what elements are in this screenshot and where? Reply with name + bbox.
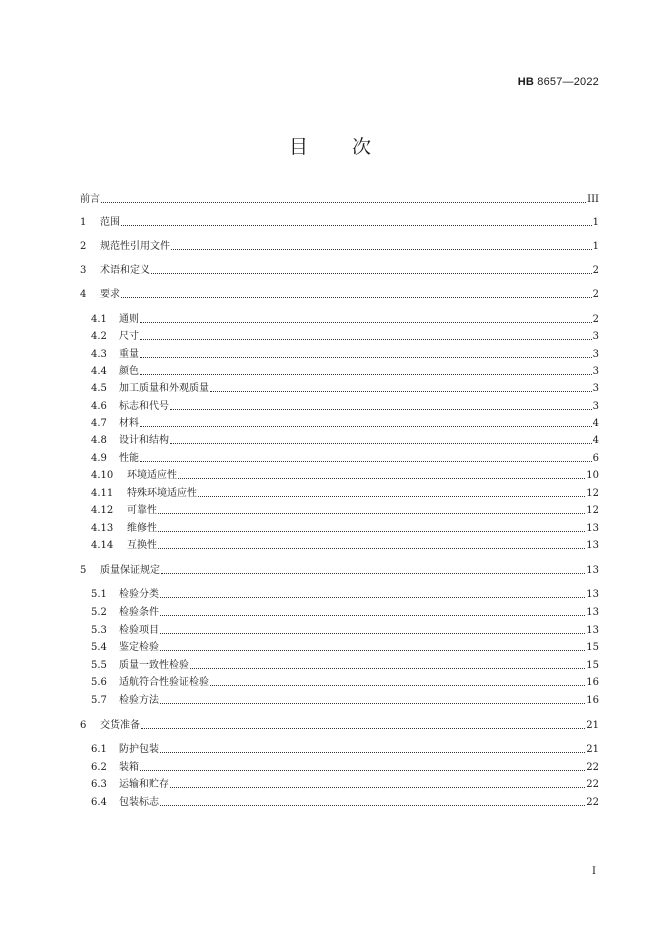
toc-leader-dots [140, 461, 592, 462]
toc-entry-number: 4.7 [91, 418, 107, 429]
toc-entry[interactable] [80, 561, 599, 577]
toc-entry-page: 4 [592, 435, 599, 446]
toc-entry-label: 质量保证规定 [100, 565, 160, 576]
toc-entry[interactable] [80, 261, 599, 277]
toc-entry-number: 4.14 [91, 540, 114, 551]
toc-entry-number: 6.3 [91, 779, 107, 790]
toc-entry-label: 适航符合性验证检验 [119, 677, 209, 688]
toc-entry[interactable] [91, 536, 599, 552]
toc-entry-page: 3 [592, 401, 599, 412]
toc-leader-dots [161, 573, 585, 574]
toc-entry-page: 3 [592, 349, 599, 360]
toc-entry-label: 鉴定检验 [119, 642, 159, 653]
toc-entry-page: 13 [586, 625, 599, 636]
toc-leader-dots [140, 339, 592, 340]
toc-entry-number: 1 [80, 217, 87, 228]
toc-entry-number: 6.4 [91, 797, 107, 808]
toc-leader-dots [158, 531, 585, 532]
toc-entry-label: 检验项目 [119, 625, 159, 636]
toc-leader-dots [190, 668, 585, 669]
toc-leader-dots [140, 426, 592, 427]
toc-entry-page: 3 [592, 366, 599, 377]
toc-leader-dots [121, 297, 592, 298]
toc-leader-dots [170, 409, 592, 410]
toc-entry-number: 4.6 [91, 401, 107, 412]
toc-entry-page: 6 [592, 453, 599, 464]
toc-entry[interactable] [91, 362, 599, 378]
toc-entry-number: 4.3 [91, 349, 107, 360]
toc-entry-page: 13 [586, 565, 599, 576]
toc-entry[interactable] [91, 758, 599, 774]
toc-entry-page: 13 [586, 589, 599, 600]
toc-entry-label: 材料 [119, 418, 139, 429]
toc-entry-number: 5.6 [91, 677, 107, 688]
toc-entry-number: 4.4 [91, 366, 107, 377]
toc-entry[interactable] [91, 466, 599, 482]
toc-entry-label: 维修性 [127, 523, 157, 534]
toc-entry-number: 5.5 [91, 660, 107, 671]
toc-leader-dots [158, 548, 585, 549]
toc-entry-page: 16 [586, 695, 599, 706]
toc-entry-page: 22 [586, 797, 599, 808]
toc-entry-label: 防护包装 [119, 744, 159, 755]
toc-entry-label: 性能 [119, 453, 139, 464]
toc-entry-label: 颜色 [119, 366, 139, 377]
toc-entry[interactable] [80, 716, 599, 732]
toc-entry-number: 4 [80, 289, 87, 300]
toc-leader-dots [160, 805, 585, 806]
toc-entry-label: 互换性 [127, 540, 157, 551]
toc-leader-dots [170, 443, 592, 444]
toc-entry[interactable] [91, 414, 599, 430]
toc-entry[interactable] [80, 285, 599, 301]
toc-entry-page: 12 [586, 505, 599, 516]
toc-entry-label: 检验条件 [119, 607, 159, 618]
toc-entry-label: 要求 [100, 289, 120, 300]
toc-entry[interactable] [91, 379, 599, 395]
toc-leader-dots [140, 357, 592, 358]
toc-leader-dots [121, 225, 592, 226]
toc-entry[interactable] [91, 775, 599, 791]
toc-entry-page: 4 [592, 418, 599, 429]
toc-entry[interactable] [91, 327, 599, 343]
toc-entry[interactable] [91, 740, 599, 756]
toc-entry[interactable] [91, 310, 599, 326]
toc-leader-dots [101, 202, 586, 203]
standard-code-prefix: HB [517, 76, 534, 88]
toc-entry-number: 5.3 [91, 625, 107, 636]
toc-leader-dots [160, 597, 585, 598]
toc-entry-label: 交货准备 [100, 720, 140, 731]
toc-entry-number: 4.5 [91, 383, 107, 394]
toc-entry-page: 22 [586, 779, 599, 790]
toc-leader-dots [210, 685, 585, 686]
toc-entry-label: 环境适应性 [127, 470, 177, 481]
toc-leader-dots [158, 513, 585, 514]
toc-entry-label: 检验方法 [119, 695, 159, 706]
toc-entry[interactable] [91, 603, 599, 619]
toc-entry-page: 13 [586, 607, 599, 618]
toc-entry-number: 4.10 [91, 470, 114, 481]
toc-entry-number: 4.8 [91, 435, 107, 446]
toc-entry-number: 4.1 [91, 314, 107, 325]
toc-entry-label: 可靠性 [127, 505, 157, 516]
toc-entry-page: 21 [586, 720, 599, 731]
toc-entry[interactable] [91, 656, 599, 672]
toc-entry-label: 重量 [119, 349, 139, 360]
toc-entry-page: 12 [586, 488, 599, 499]
toc-entry-label: 运输和贮存 [119, 779, 169, 790]
toc-entry[interactable] [91, 585, 599, 601]
toc-entry-number: 4.9 [91, 453, 107, 464]
toc-entry-number: 5 [80, 565, 87, 576]
toc-entry-page: 3 [592, 331, 599, 342]
toc-leader-dots [171, 249, 592, 250]
page-number: I [592, 866, 596, 877]
toc-leader-dots [160, 615, 585, 616]
toc-leader-dots [160, 633, 585, 634]
toc-entry-number: 3 [80, 265, 87, 276]
toc-entry[interactable] [91, 519, 599, 535]
toc-entry-label: 设计和结构 [119, 435, 169, 446]
toc-leader-dots [151, 273, 592, 274]
toc-entry-page: 21 [586, 744, 599, 755]
toc-entry-label: 标志和代号 [119, 401, 169, 412]
toc-entry-number: 5.1 [91, 589, 107, 600]
toc-entry-number: 5.7 [91, 695, 107, 706]
toc-entry-page: 22 [586, 762, 599, 773]
toc-entry-number: 6 [80, 720, 87, 731]
toc-entry[interactable] [91, 691, 599, 707]
standard-code-number: 8657—2022 [534, 76, 599, 88]
toc-entry[interactable] [91, 345, 599, 361]
toc-leader-dots [140, 374, 592, 375]
toc-leader-dots [198, 496, 585, 497]
toc-entry-page: 15 [586, 660, 599, 671]
toc-entry-page: 15 [586, 642, 599, 653]
toc-leader-dots [160, 752, 585, 753]
toc-entry[interactable] [91, 673, 599, 689]
toc-entry[interactable] [91, 621, 599, 637]
toc-entry-number: 4.11 [91, 488, 114, 499]
toc-entry-label: 包装标志 [119, 797, 159, 808]
toc-leader-dots [140, 770, 585, 771]
toc-entry-page: 2 [592, 314, 599, 325]
toc-entry-label: 特殊环境适应性 [127, 488, 197, 499]
toc-leader-dots [170, 787, 585, 788]
toc-entry-number: 6.2 [91, 762, 107, 773]
toc-entry[interactable] [80, 237, 599, 253]
toc-entry[interactable] [91, 501, 599, 517]
toc-entry-page: 2 [592, 265, 599, 276]
toc-entry-label: 检验分类 [119, 589, 159, 600]
toc-entry[interactable] [91, 397, 599, 413]
toc-entry-page: 13 [586, 523, 599, 534]
toc-entry[interactable] [80, 190, 599, 206]
toc-leader-dots [160, 703, 585, 704]
toc-entry[interactable] [80, 213, 599, 229]
toc-entry-page: 2 [592, 289, 599, 300]
toc-entry-page: 1 [592, 241, 599, 252]
toc-entry[interactable] [91, 431, 599, 447]
toc-entry-label: 质量一致性检验 [119, 660, 189, 671]
toc-entry[interactable] [91, 449, 599, 465]
toc-entry-number: 4.2 [91, 331, 107, 342]
toc-entry[interactable] [91, 638, 599, 654]
toc-entry-page: 3 [592, 383, 599, 394]
toc-entry-label: 范围 [100, 217, 120, 228]
toc-leader-dots [210, 391, 592, 392]
toc-entry-label: 术语和定义 [100, 265, 150, 276]
toc-leader-dots [141, 728, 585, 729]
toc-entry-label: 尺寸 [119, 331, 139, 342]
toc-entry-number: 4.13 [91, 523, 114, 534]
toc-entry-page: III [587, 194, 599, 205]
toc-entry-page: 13 [586, 540, 599, 551]
toc-entry-page: 1 [592, 217, 599, 228]
toc-leader-dots [160, 650, 585, 651]
toc-leader-dots [178, 478, 585, 479]
toc-entry-number: 4.12 [91, 505, 114, 516]
toc-entry-number: 5.4 [91, 642, 107, 653]
toc-entry-page: 10 [586, 470, 599, 481]
toc-entry[interactable] [91, 484, 599, 500]
toc-entry-label: 加工质量和外观质量 [119, 383, 209, 394]
toc-entry-label: 装箱 [119, 762, 139, 773]
toc-entry-number: 2 [80, 241, 87, 252]
toc-entry-page: 16 [586, 677, 599, 688]
page-title: 目 次 [288, 136, 373, 158]
toc-entry-label: 规范性引用文件 [100, 241, 170, 252]
toc-entry-label: 通则 [119, 314, 139, 325]
toc-entry-number: 6.1 [91, 744, 107, 755]
toc-entry[interactable] [91, 793, 599, 809]
toc-entry-label: 前言 [80, 194, 100, 205]
toc-leader-dots [140, 322, 592, 323]
toc-entry-number: 5.2 [91, 607, 107, 618]
